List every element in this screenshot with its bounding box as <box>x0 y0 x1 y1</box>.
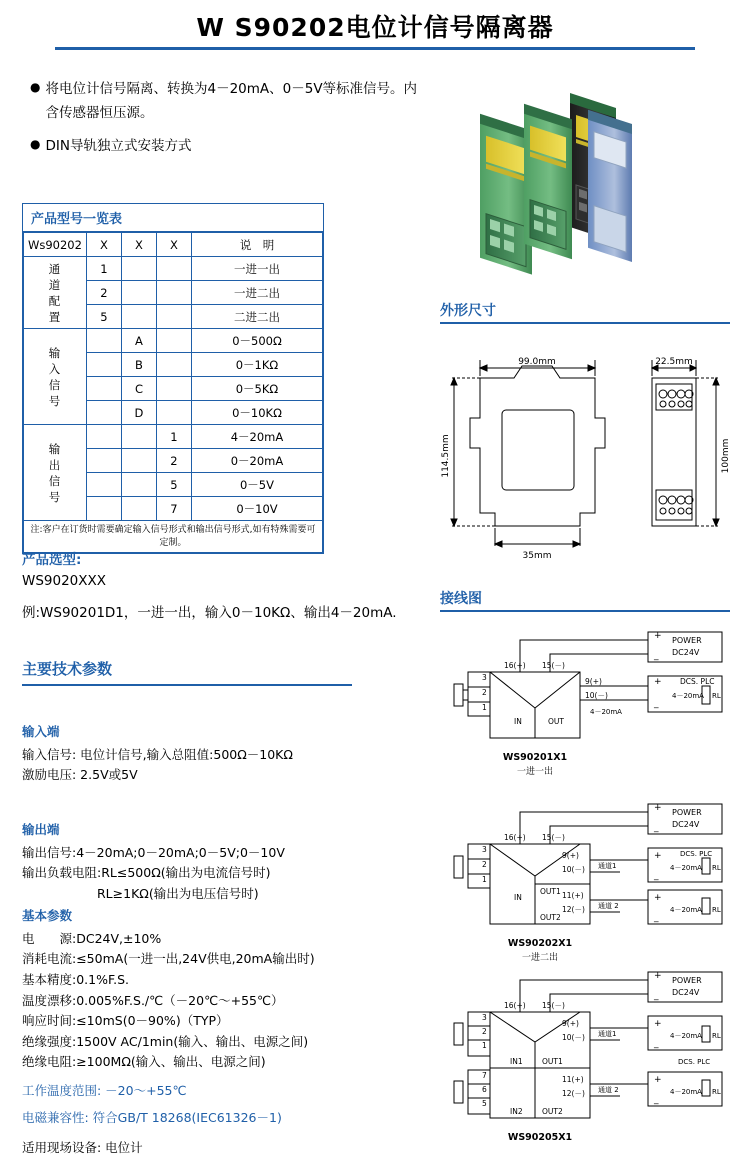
tech-params-divider <box>22 684 352 686</box>
d1-subtitle: 一进一出 <box>516 767 554 777</box>
d3-power-label: POWER <box>672 976 702 985</box>
d2-term-12: 12(－) <box>562 905 585 914</box>
d1-model: WS90201X1 <box>502 752 568 763</box>
d1-term-3: 3 <box>482 673 487 682</box>
table-caption: 产品型号一览表 <box>23 204 323 232</box>
d2-load2-plus: + <box>654 893 662 903</box>
blank-cell <box>121 497 156 521</box>
basic-line-1: 电 源:DC24V,±10% <box>22 930 162 946</box>
wiring-diagrams <box>430 628 746 1168</box>
wiring-divider <box>440 610 730 612</box>
blank-cell <box>86 425 121 449</box>
blank-cell <box>156 281 191 305</box>
wiring-title: 接线图 <box>440 591 482 607</box>
blank-cell <box>86 329 121 353</box>
d2-power-value: DC24V <box>672 820 700 829</box>
basic-line-2: 消耗电流:≤50mA(一进一出,24V供电,20mA输出时) <box>22 951 315 967</box>
basic-line-5: 响应时间:≤10mS(0－90%)（TYP） <box>22 1013 229 1029</box>
title-divider <box>55 47 695 50</box>
list-item <box>30 135 430 159</box>
blank-cell <box>156 401 191 425</box>
bullet-dot-icon: ● <box>30 137 41 152</box>
dimensions-divider <box>440 322 730 324</box>
code-cell: 5 <box>86 305 121 329</box>
d1-out-label: OUT <box>548 717 564 726</box>
d1-power-value: DC24V <box>672 648 700 657</box>
output-line-3: RL≥1KΩ(输出为电压信号时) <box>22 885 259 901</box>
group-label-output: 输 出 信 号 <box>24 425 87 521</box>
d3-term-1: 1 <box>482 1041 487 1050</box>
d3-in1-label: IN1 <box>510 1057 523 1066</box>
table-note: 注:客户在订货时需要确定输入信号形式和输出信号形式,如有特殊需要可定制。 <box>24 521 323 553</box>
d1-term-15: 15(－) <box>542 661 565 670</box>
d3-power-plus: + <box>654 971 662 981</box>
d3-term-7: 7 <box>482 1071 487 1080</box>
desc-cell: 0－20mA <box>191 449 322 473</box>
d1-out-signal: 4－20mA <box>590 708 622 716</box>
operating-temp-line: 工作温度范围: －20～+55℃ <box>22 1083 187 1098</box>
blank-cell <box>86 497 121 521</box>
d2-load-label: DCS. PLC <box>680 850 713 858</box>
dimension-drawing <box>440 338 740 568</box>
blank-cell <box>86 449 121 473</box>
table-row <box>24 233 323 257</box>
basic-line-7: 绝缘电阻:≥100MΩ(输入、输出、电源之间) <box>22 1054 266 1070</box>
code-cell: 1 <box>86 257 121 281</box>
dimension-side-height-label: 100mm <box>721 438 731 474</box>
d1-power-plus: + <box>654 631 662 641</box>
blank-cell <box>156 305 191 329</box>
d2-term-10: 10(－) <box>562 865 585 874</box>
blank-cell <box>156 377 191 401</box>
blank-cell <box>121 257 156 281</box>
basic-section <box>22 906 442 1159</box>
blank-cell <box>121 305 156 329</box>
d1-power-minus: _ <box>654 651 659 661</box>
output-section <box>22 820 442 905</box>
d1-load-label: DCS. PLC <box>680 677 715 686</box>
desc-cell: 二进二出 <box>191 305 322 329</box>
input-section <box>22 722 442 786</box>
desc-cell: 0－500Ω <box>191 329 322 353</box>
input-line-2: 激励电压: 2.5V或5V <box>22 767 138 783</box>
feature-list <box>30 78 430 169</box>
basic-line-6: 绝缘强度:1500V AC/1min(输入、输出、电源之间) <box>22 1033 309 1049</box>
emc-line: 电磁兼容性: 符合GB/T 18268(IEC61326－1) <box>22 1109 282 1125</box>
d2-term-3: 3 <box>482 845 487 854</box>
code-cell: 2 <box>86 281 121 305</box>
d1-load-rl: RL <box>712 692 721 700</box>
dimensions-title: 外形尺寸 <box>440 303 496 319</box>
blank-cell <box>86 353 121 377</box>
d2-subtitle: 一进二出 <box>521 953 559 963</box>
d3-signal-2: 4－20mA <box>670 1088 702 1096</box>
d1-power-label: POWER <box>672 636 702 645</box>
desc-cell: 0－1KΩ <box>191 353 322 377</box>
d1-load-minus: _ <box>654 699 659 709</box>
d2-term-2: 2 <box>482 860 487 869</box>
blank-cell <box>86 401 121 425</box>
dimension-depth-label: 22.5mm <box>655 357 693 367</box>
output-line-1: 输出信号:4－20mA;0－20mA;0－5V;0－10V <box>22 844 285 860</box>
d3-term-6: 6 <box>482 1085 487 1094</box>
selection-title: 产品选型: <box>22 552 82 568</box>
d3-power-minus: _ <box>654 991 659 1001</box>
d2-out1-label: OUT1 <box>540 887 561 896</box>
input-line-1: 输入信号: 电位计信号,输入总阻值:500Ω－10KΩ <box>22 746 293 762</box>
d3-term-3: 3 <box>482 1013 487 1022</box>
d2-out2-label: OUT2 <box>540 913 561 922</box>
code-cell: 5 <box>156 473 191 497</box>
feature-text: DIN导轨独立式安装方式 <box>45 138 192 155</box>
blank-cell <box>121 473 156 497</box>
input-heading: 输入端 <box>22 724 60 739</box>
desc-cell: 一进二出 <box>191 281 322 305</box>
d3-load1-minus: _ <box>654 1039 659 1049</box>
d3-term-16: 16(+) <box>504 1001 526 1010</box>
page-title: W S90202电位计信号隔离器 <box>196 13 554 42</box>
d3-model: WS90205X1 <box>507 1132 573 1143</box>
d3-term-9: 9(+) <box>562 1019 579 1028</box>
desc-cell: 0－5KΩ <box>191 377 322 401</box>
d1-term-2: 2 <box>482 688 487 697</box>
code-cell: A <box>121 329 156 353</box>
tech-params-title: 主要技术参数 <box>22 660 113 678</box>
desc-cell: 4－20mA <box>191 425 322 449</box>
code-cell: B <box>121 353 156 377</box>
d1-load-plus: + <box>654 677 662 687</box>
d3-term-12: 12(－) <box>562 1089 585 1098</box>
d3-term-15: 15(－) <box>542 1001 565 1010</box>
d3-power-value: DC24V <box>672 988 700 997</box>
d3-signal-1: 4－20mA <box>670 1032 702 1040</box>
d2-rl-2: RL <box>712 906 721 914</box>
d3-term-10: 10(－) <box>562 1033 585 1042</box>
group-label-channel: 通 道 配 置 <box>24 257 87 329</box>
d3-term-5: 5 <box>482 1099 487 1108</box>
desc-cell: 一进一出 <box>191 257 322 281</box>
d1-term-1: 1 <box>482 703 487 712</box>
d3-load-label: DCS. PLC <box>678 1058 711 1066</box>
code-cell: 2 <box>156 449 191 473</box>
dimension-base-label: 35mm <box>522 551 552 561</box>
blank-cell <box>121 281 156 305</box>
blank-cell <box>156 353 191 377</box>
x-header-3: X <box>156 233 191 257</box>
d2-term-11: 11(+) <box>562 891 584 900</box>
group-label-input: 输 入 信 号 <box>24 329 87 425</box>
table-row <box>24 329 323 353</box>
d2-power-plus: + <box>654 803 662 813</box>
desc-cell: 0－5V <box>191 473 322 497</box>
d1-term-10: 10(－) <box>585 691 608 700</box>
d3-term-2: 2 <box>482 1027 487 1036</box>
d2-signal-2: 4－20mA <box>670 906 702 914</box>
desc-cell: 0－10KΩ <box>191 401 322 425</box>
d2-load1-plus: + <box>654 851 662 861</box>
code-cell: 7 <box>156 497 191 521</box>
d3-load2-plus: + <box>654 1075 662 1085</box>
basic-line-3: 基本精度:0.1%F.S. <box>22 971 130 987</box>
d2-load2-minus: _ <box>654 913 659 923</box>
code-cell: C <box>121 377 156 401</box>
product-photo <box>430 72 730 282</box>
blank-cell <box>156 257 191 281</box>
d3-rl-2: RL <box>712 1088 721 1096</box>
blank-cell <box>156 329 191 353</box>
blank-cell <box>121 449 156 473</box>
feature-text: 将电位计信号隔离、转换为4－20mA、0－5V等标准信号。内含传感器恒压源。 <box>45 81 418 121</box>
model-code-cell: Ws90202 <box>24 233 87 257</box>
d2-power-minus: _ <box>654 823 659 833</box>
d2-term-1: 1 <box>482 875 487 884</box>
d2-channel1: 通道1 <box>598 862 617 870</box>
d2-term-16: 16(+) <box>504 833 526 842</box>
bullet-dot-icon: ● <box>30 80 41 94</box>
model-selection-table <box>22 203 324 554</box>
code-cell: D <box>121 401 156 425</box>
d1-in-label: IN <box>514 717 522 726</box>
dimension-width-label: 99.0mm <box>518 357 556 367</box>
d2-power-label: POWER <box>672 808 702 817</box>
output-heading: 输出端 <box>22 822 60 837</box>
table-row <box>24 257 323 281</box>
x-header-1: X <box>86 233 121 257</box>
d3-channel1: 通道1 <box>598 1030 617 1038</box>
d1-term-16: 16(+) <box>504 661 526 670</box>
blank-cell <box>86 473 121 497</box>
dimension-height-label: 114.5mm <box>441 434 451 478</box>
d1-term-9: 9(+) <box>585 677 602 686</box>
blank-cell <box>86 377 121 401</box>
d3-in2-label: IN2 <box>510 1107 523 1116</box>
d2-term-15: 15(－) <box>542 833 565 842</box>
d3-channel2: 通道 2 <box>598 1086 619 1094</box>
d2-in-label: IN <box>514 893 522 902</box>
d3-load2-minus: _ <box>654 1095 659 1105</box>
basic-line-4: 温度漂移:0.005%F.S./℃（－20℃～+55℃） <box>22 992 284 1008</box>
output-line-2: 输出负载电阻:RL≤500Ω(输出为电流信号时) <box>22 865 271 881</box>
d3-rl-1: RL <box>712 1032 721 1040</box>
table-row <box>24 425 323 449</box>
basic-heading: 基本参数 <box>22 908 73 923</box>
blank-cell <box>121 425 156 449</box>
d2-load1-minus: _ <box>654 871 659 881</box>
d3-out2-label: OUT2 <box>542 1107 563 1116</box>
d3-out1-label: OUT1 <box>542 1057 563 1066</box>
d3-load1-plus: + <box>654 1019 662 1029</box>
desc-header: 说 明 <box>191 233 322 257</box>
x-header-2: X <box>121 233 156 257</box>
list-item <box>30 78 430 125</box>
d2-channel2: 通道 2 <box>598 902 619 910</box>
desc-cell: 0－10V <box>191 497 322 521</box>
d1-load-signal: 4－20mA <box>672 692 704 700</box>
d3-term-11: 11(+) <box>562 1075 584 1084</box>
d2-term-9: 9(+) <box>562 851 579 860</box>
field-device-line: 适用现场设备: 电位计 <box>22 1140 143 1156</box>
d2-rl-1: RL <box>712 864 721 872</box>
selection-line-2: 例:WS90201D1，一进一出，输入0－10KΩ、输出4－20mA. <box>22 605 397 621</box>
code-cell: 1 <box>156 425 191 449</box>
d2-model: WS90202X1 <box>507 938 573 949</box>
selection-line-1: WS9020XXX <box>22 573 107 589</box>
d2-signal-1: 4－20mA <box>670 864 702 872</box>
